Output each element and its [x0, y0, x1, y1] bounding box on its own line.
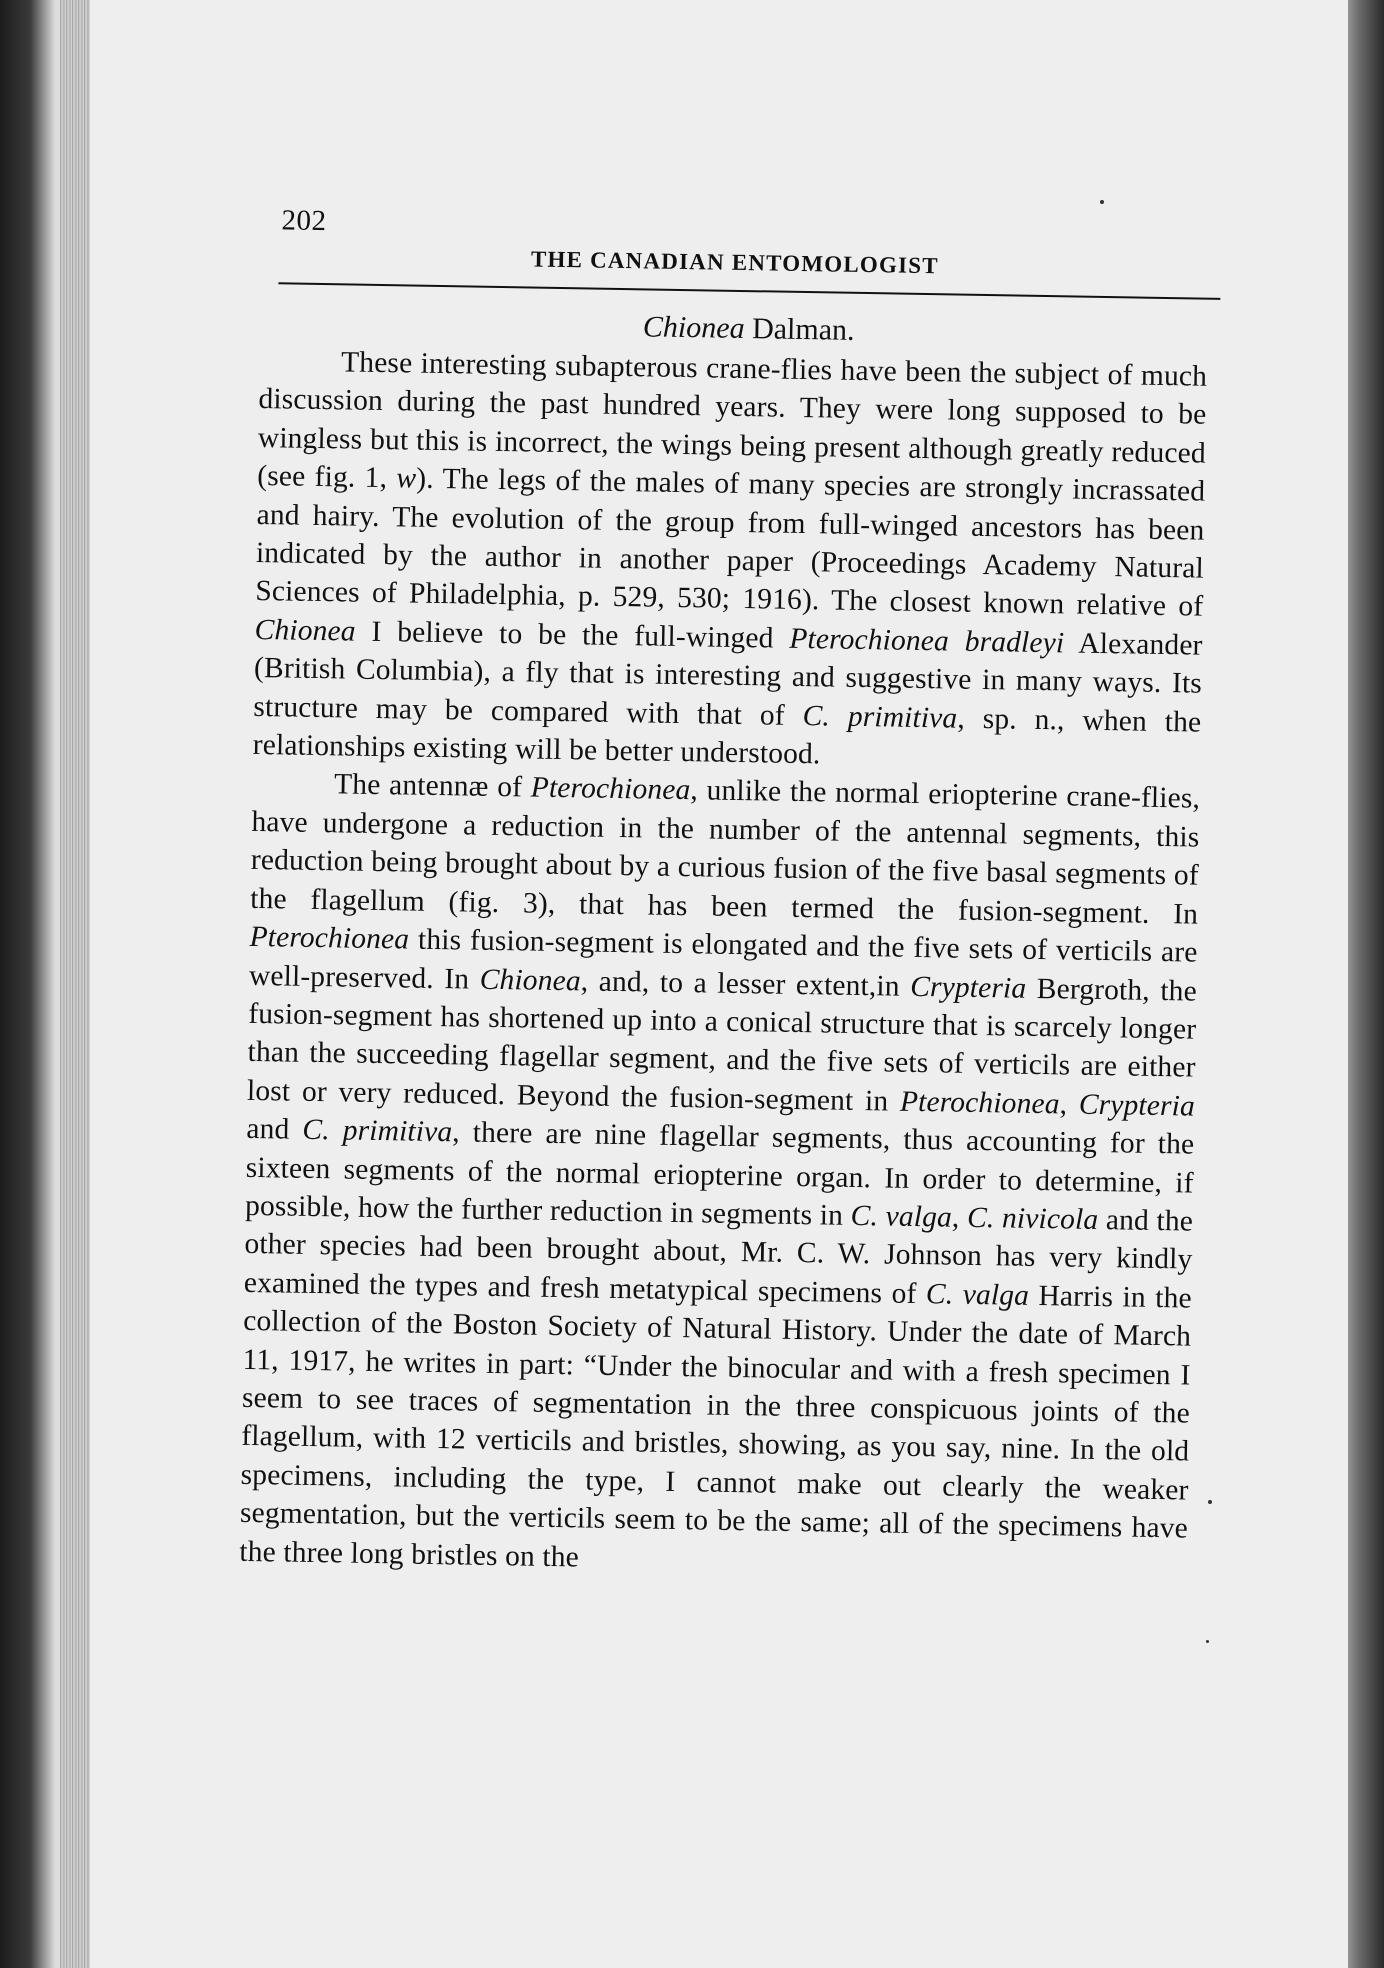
genus-author: Dalman.	[744, 312, 855, 347]
page-number: 202	[281, 204, 327, 238]
paragraph-1: These interesting subapterous crane-flies have been the subject of much discussion during the past hundred years. They were long supposed to be wingless but this is incorrect, the wings being present although greatly reduced (see fig. 1, w). The legs of the males of many species are strongly incrassated and hairy. The evolution of the group from full-winged ancestors has been indicated by the author in another paper (Proceedings Academy Natural Sciences of Philadelphia, p. 529, 530; 1916). The closest known relative of Chionea I believe to be the full-winged Pterochionea bradleyi Alexander (British Columbia), a fly that is interesting and suggestive in many ways. Its structure may be compared with that of C. primitiva, sp. n., when the relationships existing will be better understood.	[252, 346, 1208, 771]
dust-speck	[1206, 1640, 1209, 1643]
paragraph-2: The antennæ of Pterochionea, unlike the normal eriopterine crane-flies, have undergone a reduction in the number of the antennal segments, this reduction being brought about by a curious fusion of the five basal segments of the flagellum (fig. 3), that has been termed the fusion-segment. In Pterochionea this fusion-segment is elongated and the five sets of verticils are well-preserved. In Chionea, and, to a lesser extent,in Crypteria Bergroth, the fusion-segment has shortened up into a conical structure that is scarcely longer than the succeeding flagellar segment, and the five sets of verticils are either lost or very reduced. Beyond the fusion-segment in Pterochionea, Crypteria and C. primitiva, there are nine flagellar segments, thus accounting for the sixteen segments of the normal eriopterine organ. In order to determine, if possible, how the further reduction in segments in C. valga, C. nivicola and the other species had been brought about, Mr. C. W. Johnson has very kindly examined the types and fresh metatypical specimens of C. valga Harris in the collection of the Boston Society of Natural History. Under the date of March 11, 1917, he writes in part: “Under the binocular and with a fresh specimen I seem to see traces of segmentation in the three conspicuous joints of the flagellum, with 12 verticils and bristles, showing, as you say, nine. In the old specimens, including the type, I cannot make out clearly the weaker segmentation, but the verticils seem to be the same; all of the specimens have the three long bristles on the	[239, 768, 1201, 1574]
dust-speck	[1208, 1500, 1212, 1504]
page-content	[239, 190, 1210, 1587]
genus-name: Chionea	[642, 310, 745, 346]
page-stack-edge	[60, 0, 90, 1968]
header-rule	[278, 282, 1220, 300]
running-head: THE CANADIAN ENTOMOLOGIST	[530, 246, 939, 279]
